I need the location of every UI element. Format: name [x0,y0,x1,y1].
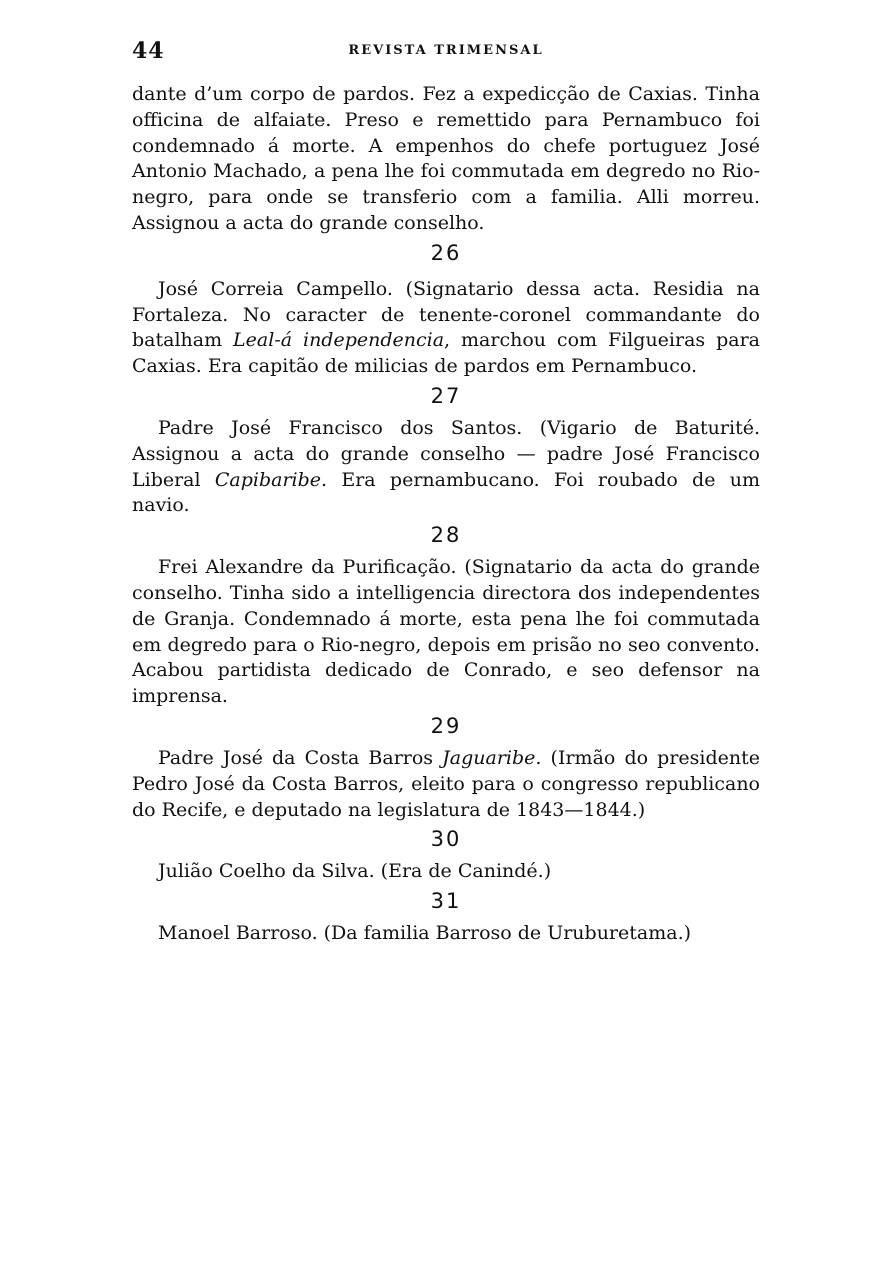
page-number: 44 [132,38,165,64]
entry-number: 29 [430,713,462,738]
running-title: REVISTA TRIMENSAL [348,43,544,58]
entry-paragraph [132,555,760,710]
entry-paragraph [132,277,760,380]
entry-text: Manoel Barroso. (Da familia Barroso de Uruburetama.) [158,922,692,945]
entry-paragraph [132,746,760,823]
entry-number: 31 [430,889,462,914]
entry-text: Julião Coelho da Silva. (Era de Canindé.) [158,860,552,883]
entry-italic-text: Jaguaribe. [442,746,542,769]
entry-text: Padre José Francisco dos Santos. (Vigario de Baturité. Assignou a acta do grande conselho — padre José Francisco Liberal [132,416,760,491]
entry-number: 28 [430,523,462,548]
entry-paragraph [132,416,760,519]
page-header [132,38,760,68]
entry-text: Frei Alexandre da Purificação. (Signatario da acta do grande conselho. Tinha sido a intelligencia directora dos independentes de Granja. Condemnado á morte, esta pena lhe foi commutada em degredo para o Rio-negro, depois em prisão no seo convento. Acabou partidista dedicado de Conrado, e seo defensor na imprensa. [132,556,760,708]
entry-italic-text: Leal-á independencia [233,329,445,352]
entry-number: 30 [430,827,462,852]
book-page [132,38,760,947]
entry-text: , marchou com Filgueiras para Caxias. Era capitão de milicias de pardos em Pernambuco. [132,329,760,378]
entry-number: 27 [430,383,462,408]
entry-number: 26 [430,240,462,265]
intro-paragraph: dante d’um corpo de pardos. Fez a expedicção de Caxias. Tinha officina de alfaiate. Preso e remettido para Pernambuco foi condemnado á morte. A empenhos do chefe portuguez José Antonio Machado, a pena lhe foi commutada em degredo no Rio-negro, para onde se transferio com a familia. Alli morreu. Assignou a acta do grande conselho. [132,83,760,234]
entry-paragraph [132,859,760,885]
entry-text: Era pernambucano. Foi roubado de um navio. [132,468,760,517]
entry-text: (Irmão do presidente Pedro José da Costa Barros, eleito para o congresso republicano do Recife, e deputado na legislatura de 1843—1844.) [132,746,761,821]
entry-italic-text: Capibaribe. [214,468,328,491]
entry-text: José Correia Campello. (Signatario dessa acta. Residia na Fortaleza. No caracter de tenente-coronel commandante do batalham [132,277,760,352]
entry-text: Padre José da Costa Barros [158,746,443,769]
entry-paragraph [132,921,760,947]
